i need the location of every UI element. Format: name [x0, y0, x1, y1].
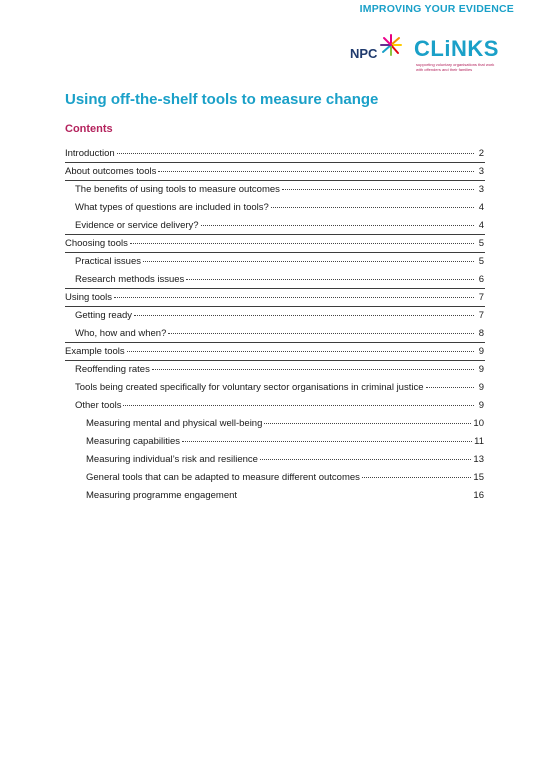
- toc-entry[interactable]: [65, 181, 485, 199]
- toc-entry[interactable]: [65, 253, 485, 271]
- toc-page-number: 4: [478, 220, 484, 231]
- toc-entry-label: Measuring individual’s risk and resilience: [86, 454, 258, 465]
- contents-heading: Contents: [65, 123, 113, 135]
- toc-entry-label: Measuring capabilities: [86, 436, 180, 447]
- toc-entry[interactable]: [65, 217, 485, 235]
- toc-page-number: 6: [478, 274, 484, 285]
- toc-entry[interactable]: [65, 433, 485, 451]
- toc-entry[interactable]: [65, 343, 485, 361]
- toc-leader-dots: [127, 351, 474, 352]
- toc-leader-dots: [158, 171, 474, 172]
- toc-entry[interactable]: [65, 307, 485, 325]
- toc-leader-dots: [282, 189, 474, 190]
- toc-entry[interactable]: [65, 235, 485, 253]
- toc-leader-dots: [362, 477, 472, 478]
- toc-leader-dots: [168, 333, 474, 334]
- toc-entry[interactable]: [65, 487, 485, 505]
- toc-leader-dots: [186, 279, 474, 280]
- toc-leader-dots: [201, 225, 474, 226]
- toc-entry[interactable]: [65, 163, 485, 181]
- toc-page-number: 5: [478, 256, 484, 267]
- toc-entry-label: Getting ready: [75, 310, 133, 321]
- toc-page-number: 9: [478, 346, 484, 357]
- toc-page-number: 9: [478, 400, 484, 411]
- toc-leader-dots: [114, 297, 474, 298]
- toc-entry-label: Practical issues: [75, 256, 141, 267]
- toc-entry[interactable]: [65, 469, 485, 487]
- toc-entry[interactable]: [65, 199, 485, 217]
- npc-logo: NPC: [350, 46, 378, 61]
- toc-entry-label: Introduction: [65, 148, 115, 159]
- toc-entry-label: Research methods issues: [75, 274, 185, 285]
- logo-group: [350, 34, 510, 74]
- toc-leader-dots: [143, 261, 474, 262]
- toc-leader-dots: [271, 207, 474, 208]
- toc-page-number: 16: [473, 490, 484, 501]
- toc-entry[interactable]: [65, 289, 485, 307]
- toc-entry-label: Other tools: [75, 400, 122, 411]
- toc-page-number: 9: [478, 382, 484, 393]
- toc-entry-label: Tools being created specifically for voluntary sector organisations in criminal justice: [75, 382, 424, 393]
- toc-entry[interactable]: [65, 145, 485, 163]
- toc-entry-label: Using tools: [65, 292, 112, 303]
- toc-entry[interactable]: [65, 271, 485, 289]
- toc-page-number: 3: [478, 166, 484, 177]
- clinks-tagline: supporting voluntary organisations that work with offenders and their families: [416, 62, 495, 72]
- toc-entry-label: Evidence or service delivery?: [75, 220, 199, 231]
- toc-entry[interactable]: [65, 451, 485, 469]
- toc-entry-label: Who, how and when?: [75, 328, 167, 339]
- star-burst-icon: [380, 34, 402, 56]
- toc-page-number: 4: [478, 202, 484, 213]
- toc-entry-label: Measuring mental and physical well-being: [86, 418, 263, 429]
- toc-page-number: 7: [478, 310, 484, 321]
- toc-entry[interactable]: [65, 397, 485, 415]
- toc-entry[interactable]: [65, 415, 485, 433]
- toc-entry-label: About outcomes tools: [65, 166, 157, 177]
- toc-page-number: 9: [478, 364, 484, 375]
- toc-entry[interactable]: [65, 379, 485, 397]
- toc-page-number: 11: [474, 436, 484, 447]
- toc-leader-dots: [426, 387, 475, 388]
- toc-entry-label: Choosing tools: [65, 238, 128, 249]
- toc-leader-dots: [260, 459, 471, 460]
- toc-leader-dots: [134, 315, 474, 316]
- toc-entry[interactable]: [65, 361, 485, 379]
- toc-leader-dots: [117, 153, 474, 154]
- toc-entry[interactable]: [65, 325, 485, 343]
- page-title: Using off-the-shelf tools to measure change: [65, 91, 379, 108]
- toc-leader-dots: [130, 243, 474, 244]
- toc-page-number: 7: [478, 292, 484, 303]
- toc-page-number: 15: [473, 472, 484, 483]
- toc-page-number: 8: [478, 328, 484, 339]
- toc-leader-dots: [152, 369, 474, 370]
- clinks-logo: CLiNKS: [414, 36, 499, 61]
- toc-entry-label: Example tools: [65, 346, 125, 357]
- toc-entry-label: What types of questions are included in tools?: [75, 202, 269, 213]
- toc-page-number: 5: [478, 238, 484, 249]
- toc-page-number: 2: [478, 148, 484, 159]
- toc-page-number: 13: [473, 454, 484, 465]
- header-banner: IMPROVING YOUR EVIDENCE: [359, 3, 514, 15]
- toc-entry-label: Reoffending rates: [75, 364, 150, 375]
- toc-leader-dots: [182, 441, 472, 442]
- table-of-contents: [65, 145, 485, 505]
- toc-entry-label: General tools that can be adapted to measure different outcomes: [86, 472, 360, 483]
- toc-page-number: 3: [478, 184, 484, 195]
- toc-page-number: 10: [473, 418, 484, 429]
- toc-leader-dots: [123, 405, 474, 406]
- toc-entry-label: Measuring programme engagement: [86, 490, 238, 501]
- toc-entry-label: The benefits of using tools to measure outcomes: [75, 184, 280, 195]
- toc-leader-dots: [264, 423, 471, 424]
